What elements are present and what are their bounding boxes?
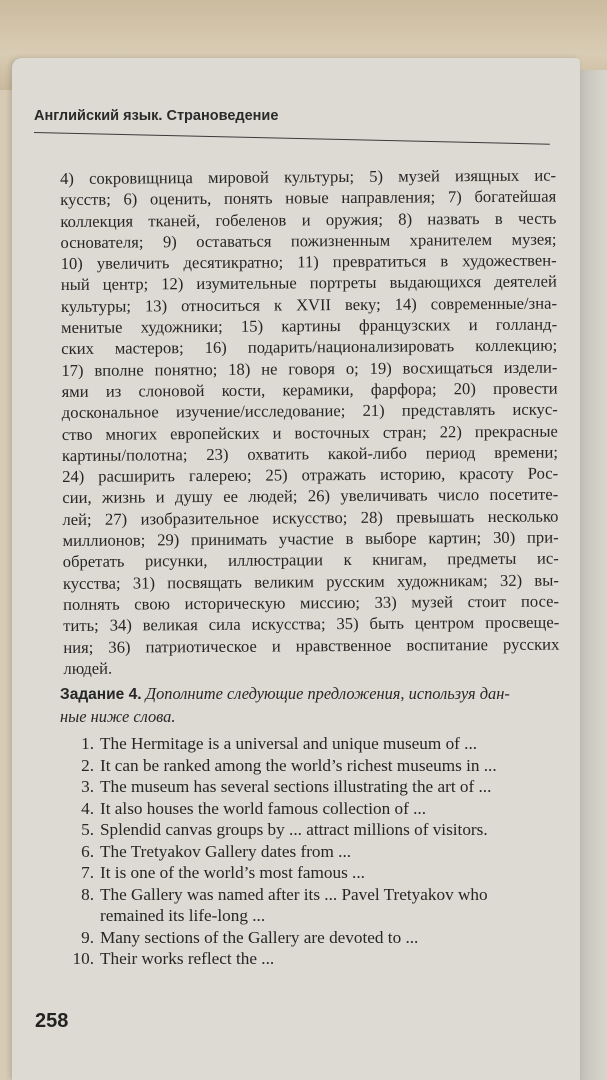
item-text: It can be ranked among the world’s richest museums in ... xyxy=(100,755,497,775)
vocab-line: лей; 27) изобразительное искусство; 28) превышать несколько xyxy=(62,506,559,529)
list-item xyxy=(64,927,564,949)
vocab-line: ный центр; 12) изумительные портреты выдающихся деятелей xyxy=(60,272,557,295)
item-number: 6. xyxy=(81,841,94,861)
list-item xyxy=(64,841,564,863)
vocab-line: менитые художники; 15) картины французских и голланд- xyxy=(61,314,558,338)
vocab-line: основателя; 9) оставаться пожизненным хранителем музея; xyxy=(60,229,557,252)
list-item-continuation xyxy=(64,905,564,927)
vocab-line: тить; 34) великая сила искусства; 35) быть центром просвеще- xyxy=(63,612,560,636)
item-number: 4. xyxy=(81,798,94,818)
vocab-line: ских мастеров; 16) подарить/национализировать коллекцию; xyxy=(61,335,558,359)
item-text: remained its life-long ... xyxy=(100,906,266,925)
item-number: 9. xyxy=(81,927,94,947)
list-item xyxy=(64,819,564,841)
list-item xyxy=(64,948,564,970)
vocab-line: картины/полотна; 23) охватить какой-либо период времени; xyxy=(61,442,559,465)
vocab-line: обретать рисунки, иллюстрации к книгам, предметы ис- xyxy=(62,548,559,572)
task-title: Задание 4. xyxy=(60,686,142,703)
item-number: 2. xyxy=(81,755,94,775)
item-text: The Tretyakov Gallery dates from ... xyxy=(100,841,352,861)
vocab-line: сии, жизнь и душу ее людей; 26) увеличивать число посетите- xyxy=(62,484,559,508)
list-item xyxy=(64,884,564,906)
item-number: 1. xyxy=(81,734,94,753)
vocab-line: ями из слоновой кости, керамики, фарфора; 20) провести xyxy=(61,378,558,401)
task-instruction: ные ниже слова. xyxy=(60,707,176,726)
vocab-line: ния; 36) патриотическое и нравственное воспитание русских xyxy=(63,634,560,657)
vocab-line: культуры; 13) относиться к XVII веку; 14) современные/зна- xyxy=(60,293,558,316)
vocab-line: миллионов; 29) принимать участие в выборе картин; 30) при- xyxy=(62,527,559,551)
item-text: The Hermitage is a universal and unique museum of ... xyxy=(100,734,478,753)
vocab-line: кусств; 6) оценить, понять новые направления; 7) богатейшая xyxy=(60,186,557,210)
list-item xyxy=(64,862,564,884)
vocabulary-list xyxy=(60,165,560,680)
vocab-line: полнять свою историческую миссию; 33) музей стоит посе- xyxy=(62,591,560,614)
page-number: 258 xyxy=(35,1010,69,1032)
list-item xyxy=(64,733,564,755)
item-text: The museum has several sections illustrating the art of ... xyxy=(100,777,492,796)
vocab-line: доскональное изучение/исследование; 21) представлять искус- xyxy=(61,399,558,423)
list-item xyxy=(64,776,564,798)
task-4 xyxy=(60,683,560,728)
list-item xyxy=(64,798,564,820)
item-text: Splendid canvas groups by ... attract millions of visitors. xyxy=(100,820,488,839)
item-number: 8. xyxy=(81,884,94,904)
running-header: Английский язык. Страноведение xyxy=(34,108,279,124)
task-instruction: Дополните следующие предложения, используя дан- xyxy=(145,684,510,703)
vocab-line: 4) сокровищница мировой культуры; 5) музей изящных ис- xyxy=(60,165,557,188)
vocab-line: 17) вполне понятно; 18) не говоря о; 19) восхищаться издели- xyxy=(61,357,558,380)
item-number: 10. xyxy=(72,949,94,968)
item-text: Many sections of the Gallery are devoted to ... xyxy=(100,927,419,947)
sentence-list xyxy=(64,733,564,970)
vocab-line: 10) увеличить десятикратно; 11) превратиться в художествен- xyxy=(60,250,557,274)
item-text: The Gallery was named after its ... Pavel Tretyakov who xyxy=(100,884,488,904)
item-number: 5. xyxy=(81,820,94,839)
item-text: It is one of the world’s most famous ... xyxy=(100,863,365,882)
list-item xyxy=(64,755,564,777)
item-number: 7. xyxy=(81,863,94,882)
item-number: 3. xyxy=(81,777,94,796)
vocab-line: коллекция тканей, гобеленов и оружия; 8) назвать в честь xyxy=(60,208,557,231)
vocab-line: ство многих европейских и восточных стран; 22) прекрасные xyxy=(61,421,558,444)
vocab-line: людей. xyxy=(63,658,113,678)
item-text: It also houses the world famous collection of ... xyxy=(100,798,427,818)
vocab-line: 24) расширить галерею; 25) отражать историю, красоту Рос- xyxy=(62,463,559,487)
item-text: Their works reflect the ... xyxy=(100,949,275,968)
vocab-line: кусства; 31) посвящать великим русским художникам; 32) вы- xyxy=(62,570,559,593)
